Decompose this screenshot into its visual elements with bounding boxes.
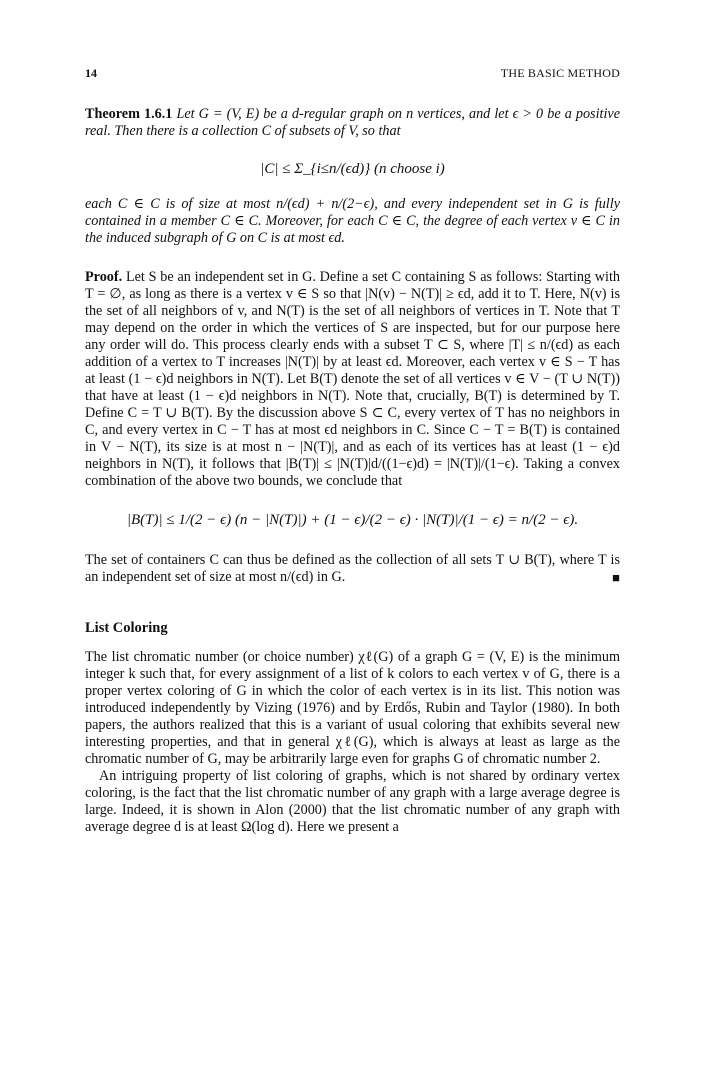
qed-symbol: ■: [612, 570, 620, 585]
proof-label: Proof.: [85, 269, 123, 285]
theorem-block: [85, 106, 620, 247]
theorem-display-formula: |C| ≤ Σ_{i≤n/(ϵd)} (n choose i): [260, 160, 445, 177]
running-header: [85, 66, 620, 80]
page: [85, 66, 620, 836]
proof-conclusion: [85, 552, 620, 586]
proof-conclusion-text: The set of containers C can thus be defined as the collection of all sets T ∪ B(T), where T is an independent set of size at most n/(ϵd) in G.: [85, 552, 620, 585]
section-paragraph-2: An intriguing property of list coloring of graphs, which is not shared by ordinary vertex coloring, is the fact that the list chromatic number of any graph with a large average degree is large. Indeed, it is shown in Alon (2000) that the list chromatic number of any graph with average degree d is at least Ω(log d). Here we present a: [85, 768, 620, 835]
page-number: 14: [85, 66, 97, 80]
proof-block: [85, 269, 620, 586]
running-title: THE BASIC METHOD: [500, 66, 620, 80]
theorem-statement: [85, 106, 620, 140]
section-paragraph-1: The list chromatic number (or choice number) χℓ(G) of a graph G = (V, E) is the minimum integer k such that, for every assignment of a list of k colors to each vertex v of G, there is a proper vertex coloring of G in which the color of each vertex is in its list. This notion was introduced independently by Vizing (1976) and by Erdős, Rubin and Taylor (1980). In both papers, the authors realized that this is a variant of usual coloring that exhibits several new interesting properties, and that in general χℓ(G), which is always at least as large as the chromatic number of G, may be arbitrarily large even for graphs G of chromatic number 2.: [85, 649, 620, 767]
theorem-text-2: each C ∈ C is of size at most n/(ϵd) + n/(2−ϵ), and every independent set in G is fully contained in a member C ∈ C. Moreover, for each C ∈ C, the degree of each vertex v ∈ C in the induced subgraph of G on C is at most ϵd.: [85, 196, 620, 246]
section-heading: List Coloring: [85, 620, 168, 636]
proof-display-formula: |B(T)| ≤ 1/(2 − ϵ) (n − |N(T)|) + (1 − ϵ)/(2 − ϵ) · |N(T)|/(1 − ϵ) = n/(2 − ϵ).: [126, 511, 579, 528]
proof-text: [85, 269, 620, 490]
theorem-label: Theorem 1.6.1: [85, 106, 173, 122]
theorem-text-1: Let G = (V, E) be a d-regular graph on n vertices, and let ϵ > 0 be a positive real. Then there is a collection C of subsets of V, so that: [85, 106, 620, 139]
proof-body: Let S be an independent set in G. Define a set C containing S as follows: Starting with T = ∅, as long as there is a vertex v ∈ S so that |N(v) − N(T)| ≥ ϵd, add it to T. Here, N(v) is the set of all neighbors of v, and N(T) is the set of all neighbors of vertices in T. Note that T may depend on the order in which the vertices of S are inspected, but for our purpose here any order will do. This process clearly ends with a subset T ⊂ S, where |T| ≤ n/(ϵd) as each addition of a vertex to T increases |N(T)| by at least ϵd. Moreover, each vertex v ∈ S − T has at least (1 − ϵ)d neighbors in N(T). Let B(T) denote the set of all vertices v ∈ V − (T ∪ N(T)) that have at least (1 − ϵ)d neighbors in N(T). Note that, crucially, B(T) is determined by T. Define C = T ∪ B(T). By the discussion above S ⊂ C, every vertex of T has no neighbors in C, and every vertex in C − T has at most ϵd neighbors in C. Since C − T = B(T) is contained in V − N(T), its size is at most n − |N(T)|, and as each of its vertices has at least (1 − ϵ)d neighbors in N(T), it follows that |B(T)| ≤ |N(T)|d/((1−ϵ)d) = |N(T)|/(1−ϵ). Taking a convex combination of the above two bounds, we conclude that: [85, 269, 621, 489]
